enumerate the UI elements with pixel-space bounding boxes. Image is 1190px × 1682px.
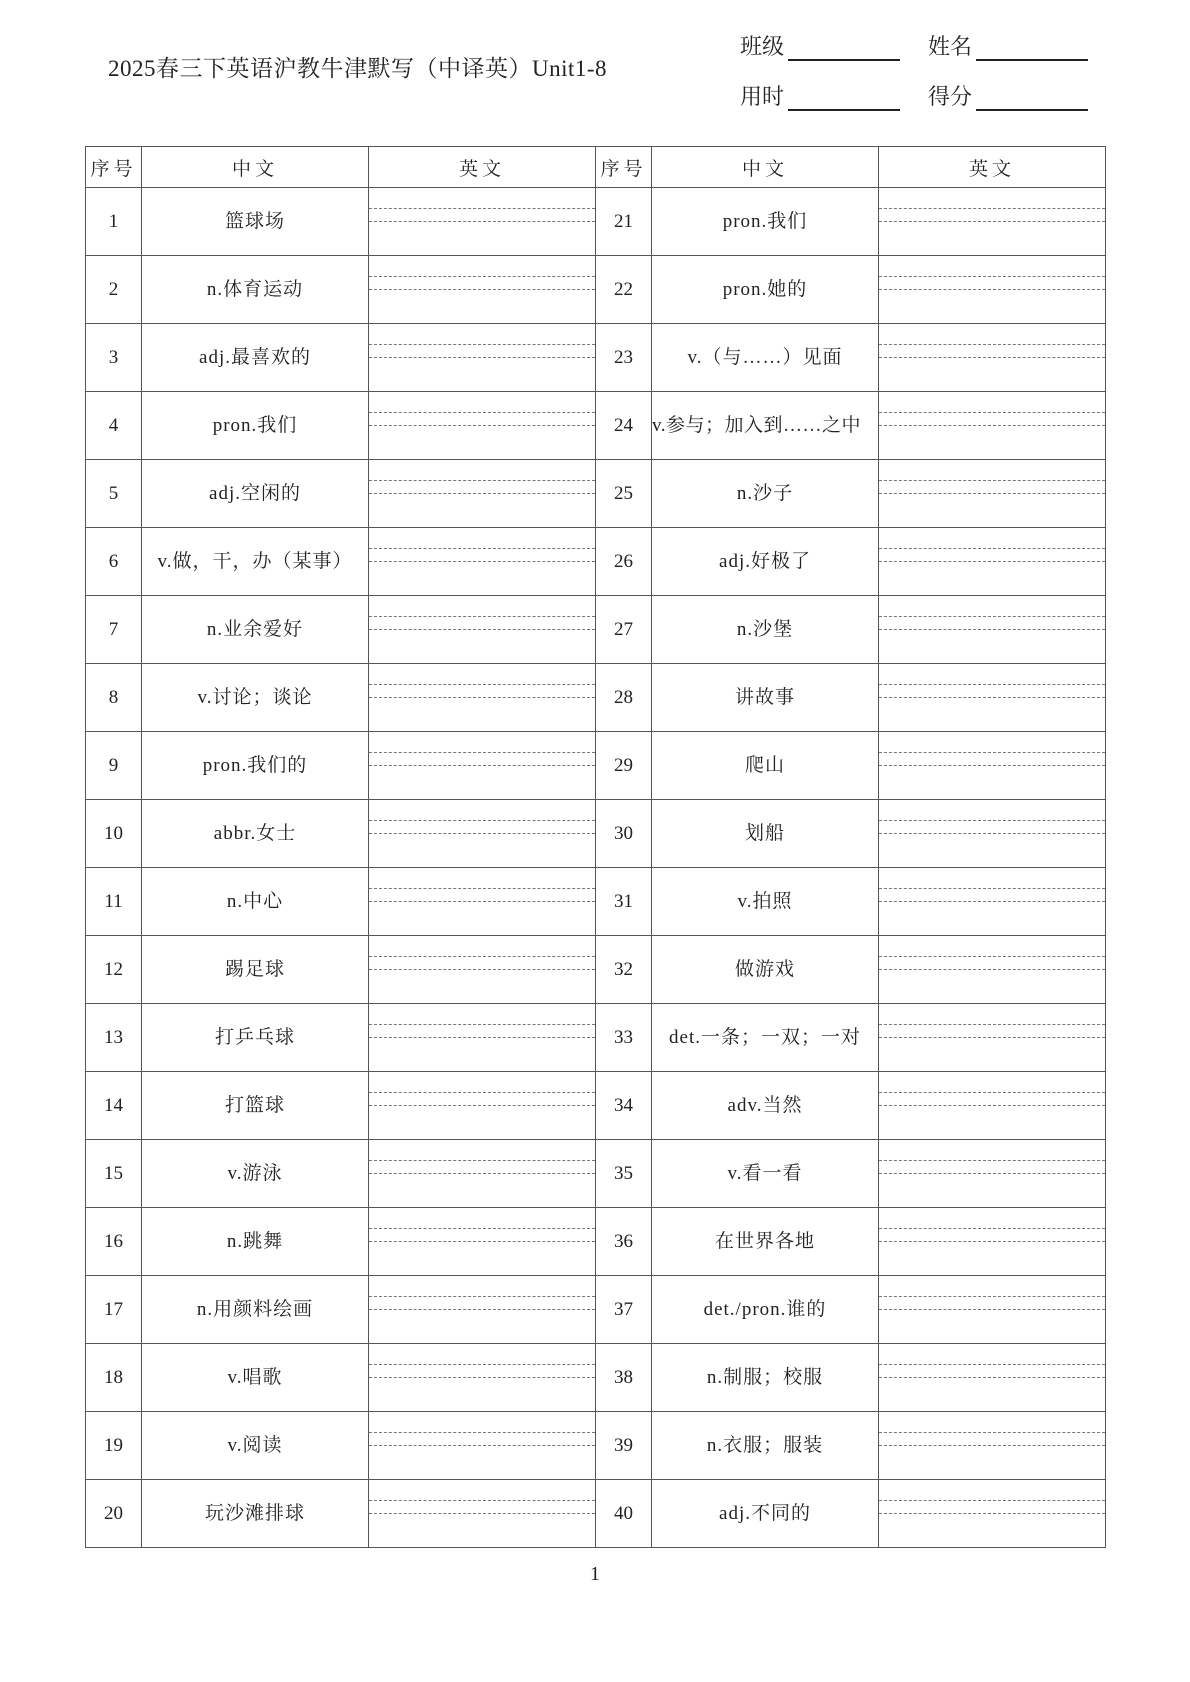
class-blank[interactable] xyxy=(788,39,900,61)
table-row xyxy=(86,256,1106,324)
chinese-prompt: v.看一看 xyxy=(652,1140,879,1208)
writing-guide-line xyxy=(879,1092,1105,1093)
chinese-prompt: 做游戏 xyxy=(652,936,879,1004)
writing-guide-line xyxy=(369,697,595,698)
writing-guide-line xyxy=(879,765,1105,766)
chinese-prompt: n.体育运动 xyxy=(142,256,369,324)
chinese-prompt: n.制服；校服 xyxy=(652,1344,879,1412)
header-en-left: 英文 xyxy=(369,147,596,188)
writing-guide-line xyxy=(369,629,595,630)
table-row xyxy=(86,1276,1106,1344)
chinese-prompt: v.做，干，办（某事） xyxy=(142,528,369,596)
table-row xyxy=(86,1072,1106,1140)
chinese-prompt: det./pron.谁的 xyxy=(652,1276,879,1344)
chinese-prompt: v.讨论；谈论 xyxy=(142,664,369,732)
header-cn-right: 中文 xyxy=(652,147,879,188)
english-answer-cell[interactable] xyxy=(879,1412,1106,1480)
english-answer-cell[interactable] xyxy=(369,188,596,256)
writing-guide-line xyxy=(369,276,595,277)
chinese-prompt: n.跳舞 xyxy=(142,1208,369,1276)
chinese-prompt: n.用颜料绘画 xyxy=(142,1276,369,1344)
english-answer-cell[interactable] xyxy=(369,324,596,392)
item-number: 14 xyxy=(86,1072,142,1140)
time-field[interactable] xyxy=(740,80,900,111)
table-row xyxy=(86,1480,1106,1548)
table-row xyxy=(86,1140,1106,1208)
table-row xyxy=(86,596,1106,664)
table-row xyxy=(86,392,1106,460)
item-number: 4 xyxy=(86,392,142,460)
english-answer-cell[interactable] xyxy=(369,1276,596,1344)
chinese-prompt: det.一条；一双；一对 xyxy=(652,1004,879,1072)
item-number: 22 xyxy=(596,256,652,324)
writing-guide-line xyxy=(879,357,1105,358)
item-number: 15 xyxy=(86,1140,142,1208)
chinese-prompt: v.唱歌 xyxy=(142,1344,369,1412)
item-number: 21 xyxy=(596,188,652,256)
writing-guide-line xyxy=(369,616,595,617)
writing-guide-line xyxy=(879,344,1105,345)
writing-guide-line xyxy=(879,1105,1105,1106)
writing-guide-line xyxy=(879,752,1105,753)
item-number: 39 xyxy=(596,1412,652,1480)
chinese-prompt: pron.我们 xyxy=(142,392,369,460)
english-answer-cell[interactable] xyxy=(879,1072,1106,1140)
item-number: 40 xyxy=(596,1480,652,1548)
chinese-prompt: n.衣服；服装 xyxy=(652,1412,879,1480)
table-row xyxy=(86,324,1106,392)
item-number: 2 xyxy=(86,256,142,324)
writing-guide-line xyxy=(879,1173,1105,1174)
writing-guide-line xyxy=(879,493,1105,494)
writing-guide-line xyxy=(369,208,595,209)
item-number: 10 xyxy=(86,800,142,868)
chinese-prompt: 踢足球 xyxy=(142,936,369,1004)
chinese-prompt: 打乒乓球 xyxy=(142,1004,369,1072)
item-number: 36 xyxy=(596,1208,652,1276)
item-number: 35 xyxy=(596,1140,652,1208)
name-blank[interactable] xyxy=(976,39,1088,61)
english-answer-cell[interactable] xyxy=(879,188,1106,256)
english-answer-cell[interactable] xyxy=(879,256,1106,324)
english-answer-cell[interactable] xyxy=(879,732,1106,800)
chinese-prompt: v.（与……）见面 xyxy=(652,324,879,392)
page-number: 1 xyxy=(590,1563,600,1585)
class-label: 班级 xyxy=(740,34,785,59)
writing-guide-line xyxy=(879,1228,1105,1229)
item-number: 11 xyxy=(86,868,142,936)
chinese-prompt: 篮球场 xyxy=(142,188,369,256)
chinese-prompt: adj.不同的 xyxy=(652,1480,879,1548)
header-row xyxy=(86,147,1106,188)
chinese-prompt: 爬山 xyxy=(652,732,879,800)
item-number: 7 xyxy=(86,596,142,664)
writing-guide-line xyxy=(369,684,595,685)
chinese-prompt: 讲故事 xyxy=(652,664,879,732)
writing-guide-line xyxy=(369,765,595,766)
item-number: 20 xyxy=(86,1480,142,1548)
writing-guide-line xyxy=(879,820,1105,821)
item-number: 9 xyxy=(86,732,142,800)
english-answer-cell[interactable] xyxy=(369,1480,596,1548)
writing-guide-line xyxy=(879,289,1105,290)
chinese-prompt: adj.好极了 xyxy=(652,528,879,596)
english-answer-cell[interactable] xyxy=(879,800,1106,868)
english-answer-cell[interactable] xyxy=(879,1004,1106,1072)
table-row xyxy=(86,528,1106,596)
table-row xyxy=(86,1208,1106,1276)
score-field[interactable] xyxy=(928,80,1088,111)
chinese-prompt: n.沙子 xyxy=(652,460,879,528)
chinese-prompt: pron.我们 xyxy=(652,188,879,256)
writing-guide-line xyxy=(879,425,1105,426)
writing-guide-line xyxy=(369,1024,595,1025)
writing-guide-line xyxy=(369,1445,595,1446)
english-answer-cell[interactable] xyxy=(369,256,596,324)
writing-guide-line xyxy=(879,1309,1105,1310)
chinese-prompt: v.阅读 xyxy=(142,1412,369,1480)
chinese-prompt: 打篮球 xyxy=(142,1072,369,1140)
writing-guide-line xyxy=(369,1296,595,1297)
table-row xyxy=(86,868,1106,936)
writing-guide-line xyxy=(369,1377,595,1378)
writing-guide-line xyxy=(369,820,595,821)
english-answer-cell[interactable] xyxy=(369,1072,596,1140)
writing-guide-line xyxy=(879,1037,1105,1038)
writing-guide-line xyxy=(879,833,1105,834)
table-row xyxy=(86,1344,1106,1412)
english-answer-cell[interactable] xyxy=(879,1276,1106,1344)
item-number: 24 xyxy=(596,392,652,460)
writing-guide-line xyxy=(369,412,595,413)
item-number: 29 xyxy=(596,732,652,800)
chinese-prompt: n.中心 xyxy=(142,868,369,936)
writing-guide-line xyxy=(369,752,595,753)
chinese-prompt: n.沙堡 xyxy=(652,596,879,664)
english-answer-cell[interactable] xyxy=(879,324,1106,392)
english-answer-cell[interactable] xyxy=(879,596,1106,664)
writing-guide-line xyxy=(879,1364,1105,1365)
class-field[interactable] xyxy=(740,30,900,61)
item-number: 30 xyxy=(596,800,652,868)
writing-guide-line xyxy=(369,480,595,481)
english-answer-cell[interactable] xyxy=(879,392,1106,460)
writing-guide-line xyxy=(369,289,595,290)
item-number: 5 xyxy=(86,460,142,528)
writing-guide-line xyxy=(369,221,595,222)
writing-guide-line xyxy=(879,1513,1105,1514)
chinese-prompt: 玩沙滩排球 xyxy=(142,1480,369,1548)
english-answer-cell[interactable] xyxy=(369,868,596,936)
writing-guide-line xyxy=(369,1037,595,1038)
table-row xyxy=(86,188,1106,256)
writing-guide-line xyxy=(879,1445,1105,1446)
writing-guide-line xyxy=(879,561,1105,562)
english-answer-cell[interactable] xyxy=(879,528,1106,596)
chinese-prompt: v.参与；加入到……之中 xyxy=(652,392,879,460)
item-number: 16 xyxy=(86,1208,142,1276)
writing-guide-line xyxy=(879,956,1105,957)
item-number: 17 xyxy=(86,1276,142,1344)
english-answer-cell[interactable] xyxy=(369,460,596,528)
chinese-prompt: 划船 xyxy=(652,800,879,868)
chinese-prompt: abbr.女士 xyxy=(142,800,369,868)
writing-guide-line xyxy=(369,1092,595,1093)
writing-guide-line xyxy=(879,697,1105,698)
header-cn-left: 中文 xyxy=(142,147,369,188)
chinese-prompt: adv.当然 xyxy=(652,1072,879,1140)
english-answer-cell[interactable] xyxy=(879,1208,1106,1276)
writing-guide-line xyxy=(369,493,595,494)
item-number: 34 xyxy=(596,1072,652,1140)
english-answer-cell[interactable] xyxy=(879,1480,1106,1548)
writing-guide-line xyxy=(879,276,1105,277)
chinese-prompt: n.业余爱好 xyxy=(142,596,369,664)
english-answer-cell[interactable] xyxy=(369,392,596,460)
name-label: 姓名 xyxy=(928,34,973,59)
writing-guide-line xyxy=(369,425,595,426)
time-blank[interactable] xyxy=(788,89,900,111)
score-blank[interactable] xyxy=(976,89,1088,111)
writing-guide-line xyxy=(369,1500,595,1501)
item-number: 6 xyxy=(86,528,142,596)
writing-guide-line xyxy=(879,1160,1105,1161)
writing-guide-line xyxy=(369,1160,595,1161)
item-number: 28 xyxy=(596,664,652,732)
writing-guide-line xyxy=(879,616,1105,617)
writing-guide-line xyxy=(369,548,595,549)
chinese-prompt: 在世界各地 xyxy=(652,1208,879,1276)
item-number: 27 xyxy=(596,596,652,664)
writing-guide-line xyxy=(369,561,595,562)
english-answer-cell[interactable] xyxy=(369,1208,596,1276)
writing-guide-line xyxy=(879,684,1105,685)
writing-guide-line xyxy=(879,969,1105,970)
score-label: 得分 xyxy=(928,84,973,109)
header-en-right: 英文 xyxy=(879,147,1106,188)
writing-guide-line xyxy=(369,1513,595,1514)
english-answer-cell[interactable] xyxy=(369,936,596,1004)
writing-guide-line xyxy=(879,629,1105,630)
writing-guide-line xyxy=(879,888,1105,889)
english-answer-cell[interactable] xyxy=(369,664,596,732)
item-number: 1 xyxy=(86,188,142,256)
writing-guide-line xyxy=(369,1364,595,1365)
worksheet-title: 2025春三下英语沪教牛津默写（中译英）Unit1-8 xyxy=(108,56,608,81)
writing-guide-line xyxy=(879,1500,1105,1501)
item-number: 18 xyxy=(86,1344,142,1412)
writing-guide-line xyxy=(879,1432,1105,1433)
writing-guide-line xyxy=(879,1377,1105,1378)
writing-guide-line xyxy=(879,1296,1105,1297)
item-number: 26 xyxy=(596,528,652,596)
item-number: 32 xyxy=(596,936,652,1004)
item-number: 33 xyxy=(596,1004,652,1072)
writing-guide-line xyxy=(369,357,595,358)
table-row xyxy=(86,460,1106,528)
english-answer-cell[interactable] xyxy=(879,868,1106,936)
writing-guide-line xyxy=(369,1432,595,1433)
english-answer-cell[interactable] xyxy=(369,596,596,664)
writing-guide-line xyxy=(369,901,595,902)
writing-guide-line xyxy=(879,221,1105,222)
table-row xyxy=(86,936,1106,1004)
writing-guide-line xyxy=(879,208,1105,209)
english-answer-cell[interactable] xyxy=(369,800,596,868)
item-number: 25 xyxy=(596,460,652,528)
writing-guide-line xyxy=(369,888,595,889)
chinese-prompt: pron.她的 xyxy=(652,256,879,324)
item-number: 8 xyxy=(86,664,142,732)
time-label: 用时 xyxy=(740,84,785,109)
item-number: 19 xyxy=(86,1412,142,1480)
english-answer-cell[interactable] xyxy=(369,732,596,800)
item-number: 3 xyxy=(86,324,142,392)
chinese-prompt: adj.空闲的 xyxy=(142,460,369,528)
writing-guide-line xyxy=(369,1241,595,1242)
table-row xyxy=(86,800,1106,868)
writing-guide-line xyxy=(369,833,595,834)
writing-guide-line xyxy=(879,412,1105,413)
item-number: 12 xyxy=(86,936,142,1004)
item-number: 23 xyxy=(596,324,652,392)
table-row xyxy=(86,664,1106,732)
writing-guide-line xyxy=(879,480,1105,481)
english-answer-cell[interactable] xyxy=(879,460,1106,528)
english-answer-cell[interactable] xyxy=(369,528,596,596)
item-number: 13 xyxy=(86,1004,142,1072)
writing-guide-line xyxy=(369,969,595,970)
english-answer-cell[interactable] xyxy=(879,664,1106,732)
writing-guide-line xyxy=(879,1024,1105,1025)
chinese-prompt: adj.最喜欢的 xyxy=(142,324,369,392)
writing-guide-line xyxy=(879,1241,1105,1242)
chinese-prompt: v.游泳 xyxy=(142,1140,369,1208)
chinese-prompt: pron.我们的 xyxy=(142,732,369,800)
writing-guide-line xyxy=(369,1105,595,1106)
table-row xyxy=(86,732,1106,800)
english-answer-cell[interactable] xyxy=(879,1140,1106,1208)
english-answer-cell[interactable] xyxy=(369,1344,596,1412)
item-number: 31 xyxy=(596,868,652,936)
writing-guide-line xyxy=(369,1309,595,1310)
writing-guide-line xyxy=(369,1228,595,1229)
item-number: 37 xyxy=(596,1276,652,1344)
chinese-prompt: v.拍照 xyxy=(652,868,879,936)
name-field[interactable] xyxy=(928,30,1088,61)
writing-guide-line xyxy=(879,901,1105,902)
item-number: 38 xyxy=(596,1344,652,1412)
english-answer-cell[interactable] xyxy=(369,1412,596,1480)
table-row xyxy=(86,1412,1106,1480)
english-answer-cell[interactable] xyxy=(879,936,1106,1004)
writing-guide-line xyxy=(879,548,1105,549)
writing-guide-line xyxy=(369,1173,595,1174)
english-answer-cell[interactable] xyxy=(879,1344,1106,1412)
writing-guide-line xyxy=(369,956,595,957)
header-no-right: 序号 xyxy=(596,147,652,188)
header-no-left: 序号 xyxy=(86,147,142,188)
english-answer-cell[interactable] xyxy=(369,1140,596,1208)
writing-guide-line xyxy=(369,344,595,345)
table-row xyxy=(86,1004,1106,1072)
english-answer-cell[interactable] xyxy=(369,1004,596,1072)
dictation-table xyxy=(85,146,1106,1548)
